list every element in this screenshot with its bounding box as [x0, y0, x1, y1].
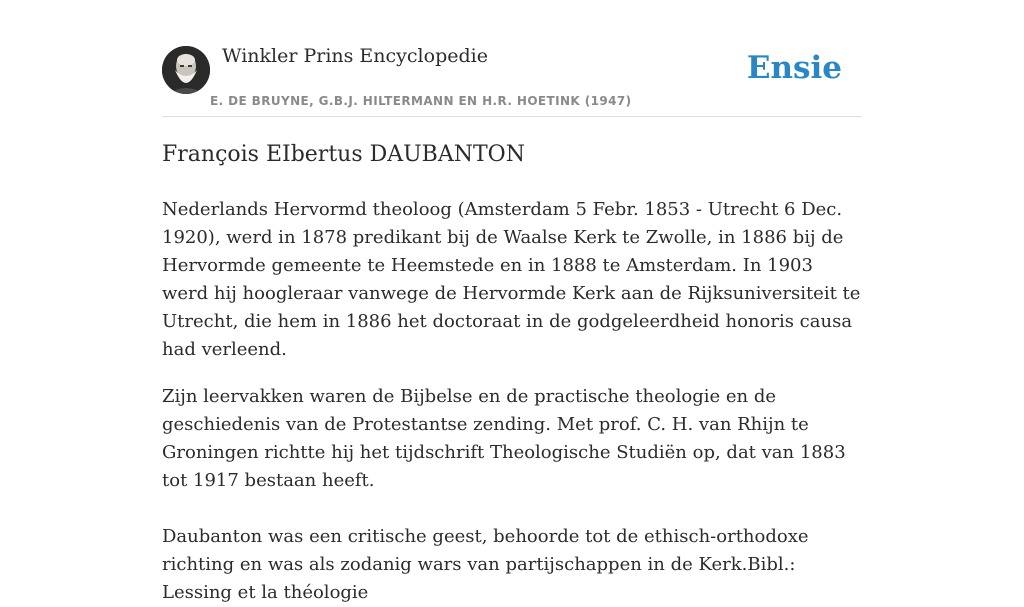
- article-paragraph: Nederlands Hervormd theoloog (Amsterdam 5 Febr. 1853 - Utrecht 6 Dec. 1920), werd in 1878 predikant bij de Waalse Kerk te Zwolle, in 1886 bij de Hervormde gemeente te Heemstede en in 1888 te Amsterdam. In 1903 werd hij hoogleraar vanwege de Hervormde Kerk aan de Rijksuniversiteit te Utrecht, die hem in 1886 het doctoraat in de godgeleerdheid honoris causa had verleend.: [162, 199, 861, 360]
- article: [162, 138, 862, 607]
- article-paragraph: Zijn leervakken waren de Bijbelse en de practische theologie en de geschiedenis van de Protestantse zending. Met prof. C. H. van Rhijn te Groningen richtte hij het tijdschrift Theologische Studiën op, dat van 1883 tot 1917 bestaan heeft.: [162, 386, 846, 491]
- authors-byline: E. DE BRUYNE, G.B.J. HILTERMANN EN H.R. HOETINK (1947): [210, 94, 632, 108]
- brand-logo[interactable]: Ensie: [746, 50, 842, 86]
- site-title[interactable]: Winkler Prins Encyclopedie: [222, 45, 488, 67]
- site-header: [162, 0, 862, 117]
- bearded-man-portrait-icon: [162, 46, 210, 94]
- avatar[interactable]: [162, 46, 210, 94]
- page-title: François EIbertus DAUBANTON: [162, 142, 525, 167]
- article-paragraph: Daubanton was een critische geest, behoorde tot de ethisch-orthodoxe richting en was als zodanig wars van partijschappen in de Kerk.Bibl.: Lessing et la théologie: [162, 526, 809, 603]
